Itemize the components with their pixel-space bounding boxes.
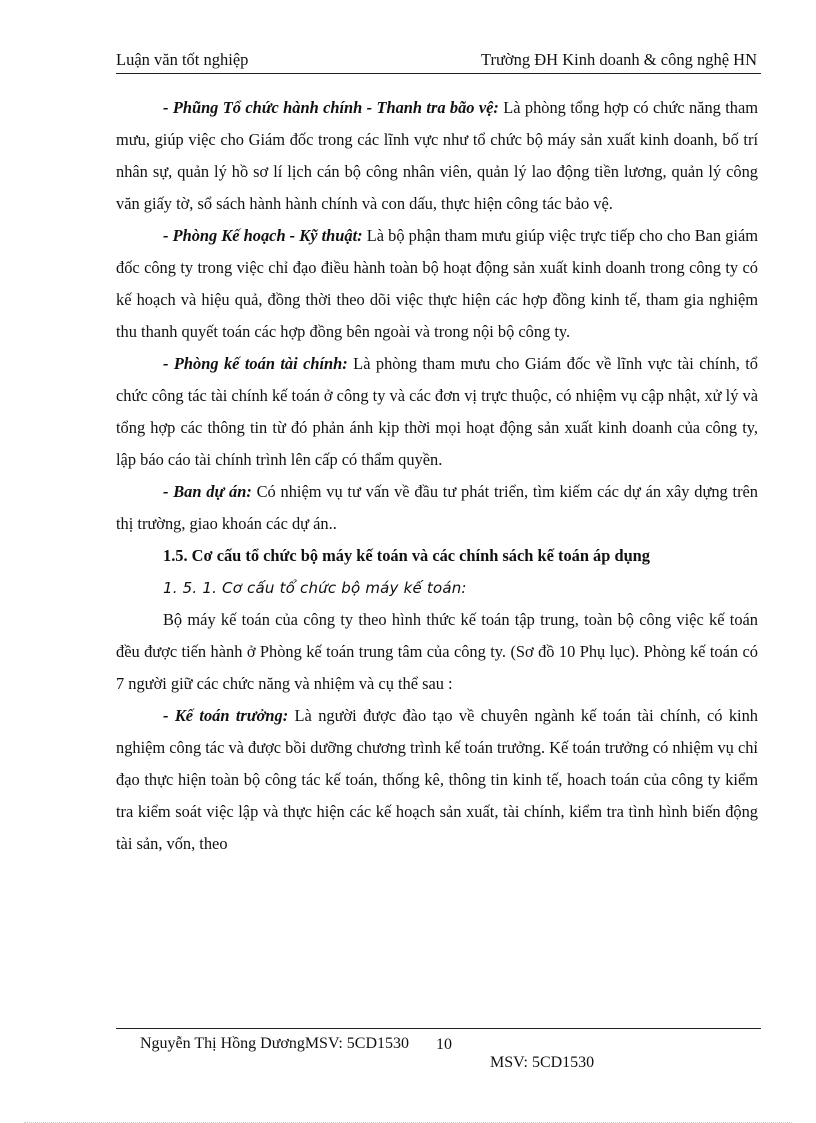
footer-divider [116,1028,761,1029]
paragraph-planning-dept [116,220,758,348]
paragraph-lead: - Phòng kế toán tài chính: [163,354,348,373]
paragraph-accounting-intro: Bộ máy kế toán của công ty theo hình thức kế toán tập trung, toàn bộ công việc kế toán đều được tiến hành ở Phòng kế toán trung tâm của công ty. (Sơ đồ 10 Phụ lục). Phòng kế toán có 7 người giữ các chức năng và nhiệm và cụ thể sau : [116,610,758,693]
paragraph-lead: - Kế toán trưởng: [163,706,289,725]
footer-student-id: MSV: 5CD1530 [490,1054,595,1071]
subsection-heading: 1. 5. 1. Cơ cấu tổ chức bộ máy kế toán: [163,579,467,597]
page-number: 10 [436,1036,452,1053]
header-divider [116,73,761,74]
running-header [116,50,761,72]
paragraph-lead: - Ban dự án: [163,482,252,501]
paragraph-text: Là phòng tham mưu cho Giám đốc về lĩnh vực tài chính, tổ chức công tác tài chính kế toán ở công ty và các đơn vị trực thuộc, có nhiệm vụ cập nhật, xử lý và tổng hợp các thông tin từ đó phản ánh kịp thời mọi hoạt động sản xuất kinh doanh của công ty, lập báo cáo tài chính trình lên cấp có thẩm quyền. [116,354,758,469]
paragraph-chief-accountant [116,700,758,860]
header-university-label: Trường ĐH Kinh doanh & công nghệ HN [480,50,757,69]
paragraph-text: Là phòng tổng hợp có chức năng tham mưu, giúp việc cho Giám đốc trong các lĩnh vực như tổ chức bộ máy sản xuất kinh doanh, bố trí nhân sự, quản lý hồ sơ lí lịch cán bộ công nhân viên, quản lý lao động tiền lương, quản lý công văn giấy tờ, sổ sách hành hành chính và con dấu, thực hiện công tác bảo vệ. [116,98,758,213]
paragraph-text: Là người được đào tạo về chuyên ngành kế toán tài chính, có kinh nghiệm công tác và được bồi dưỡng chương trình kế toán trưởng. Kế toán trưởng có nhiệm vụ chỉ đạo thực hiện toàn bộ công tác kế toán, thống kê, thông tin kinh tế, hoach toán của công ty kiểm tra kiểm soát việc lập và thực hiện các kế hoạch sản xuất, tài chính, kiểm tra tình hình biến động tài sản, vốn, theo [116,706,758,853]
paragraph-lead: - Phòng Kế hoạch - Kỹ thuật: [163,226,363,245]
paragraph-project-board [116,476,758,540]
paragraph-lead: - Phũng Tổ chức hành chính - Thanh tra bão vệ: [163,98,499,117]
header-thesis-label: Luận văn tốt nghiệp [116,50,249,69]
document-body [116,92,758,860]
footer-author: Nguyễn Thị Hồng DươngMSV: 5CD1530 [140,1035,409,1052]
paragraph-finance-dept [116,348,758,476]
paragraph-text: Là bộ phận tham mưu giúp việc trực tiếp cho cho Ban giám đốc công ty trong việc chỉ đạo điều hành toàn bộ hoạt động sản xuất kinh doanh trong công ty có kế hoạch và hiệu quả, đồng thời theo dõi việc thực hiện các hợp đồng kinh tế, tham gia nghiệm thu thanh quyết toán các hợp đồng bên ngoài và trong nội bộ công ty. [116,226,758,341]
paragraph-admin-dept [116,92,758,220]
paragraph-text: Có nhiệm vụ tư vấn về đầu tư phát triển, tìm kiếm các dự án xây dựng trên thị trường, giao khoán các dự án.. [116,482,758,533]
section-heading: 1.5. Cơ cấu tổ chức bộ máy kế toán và các chính sách kế toán áp dụng [163,546,650,565]
